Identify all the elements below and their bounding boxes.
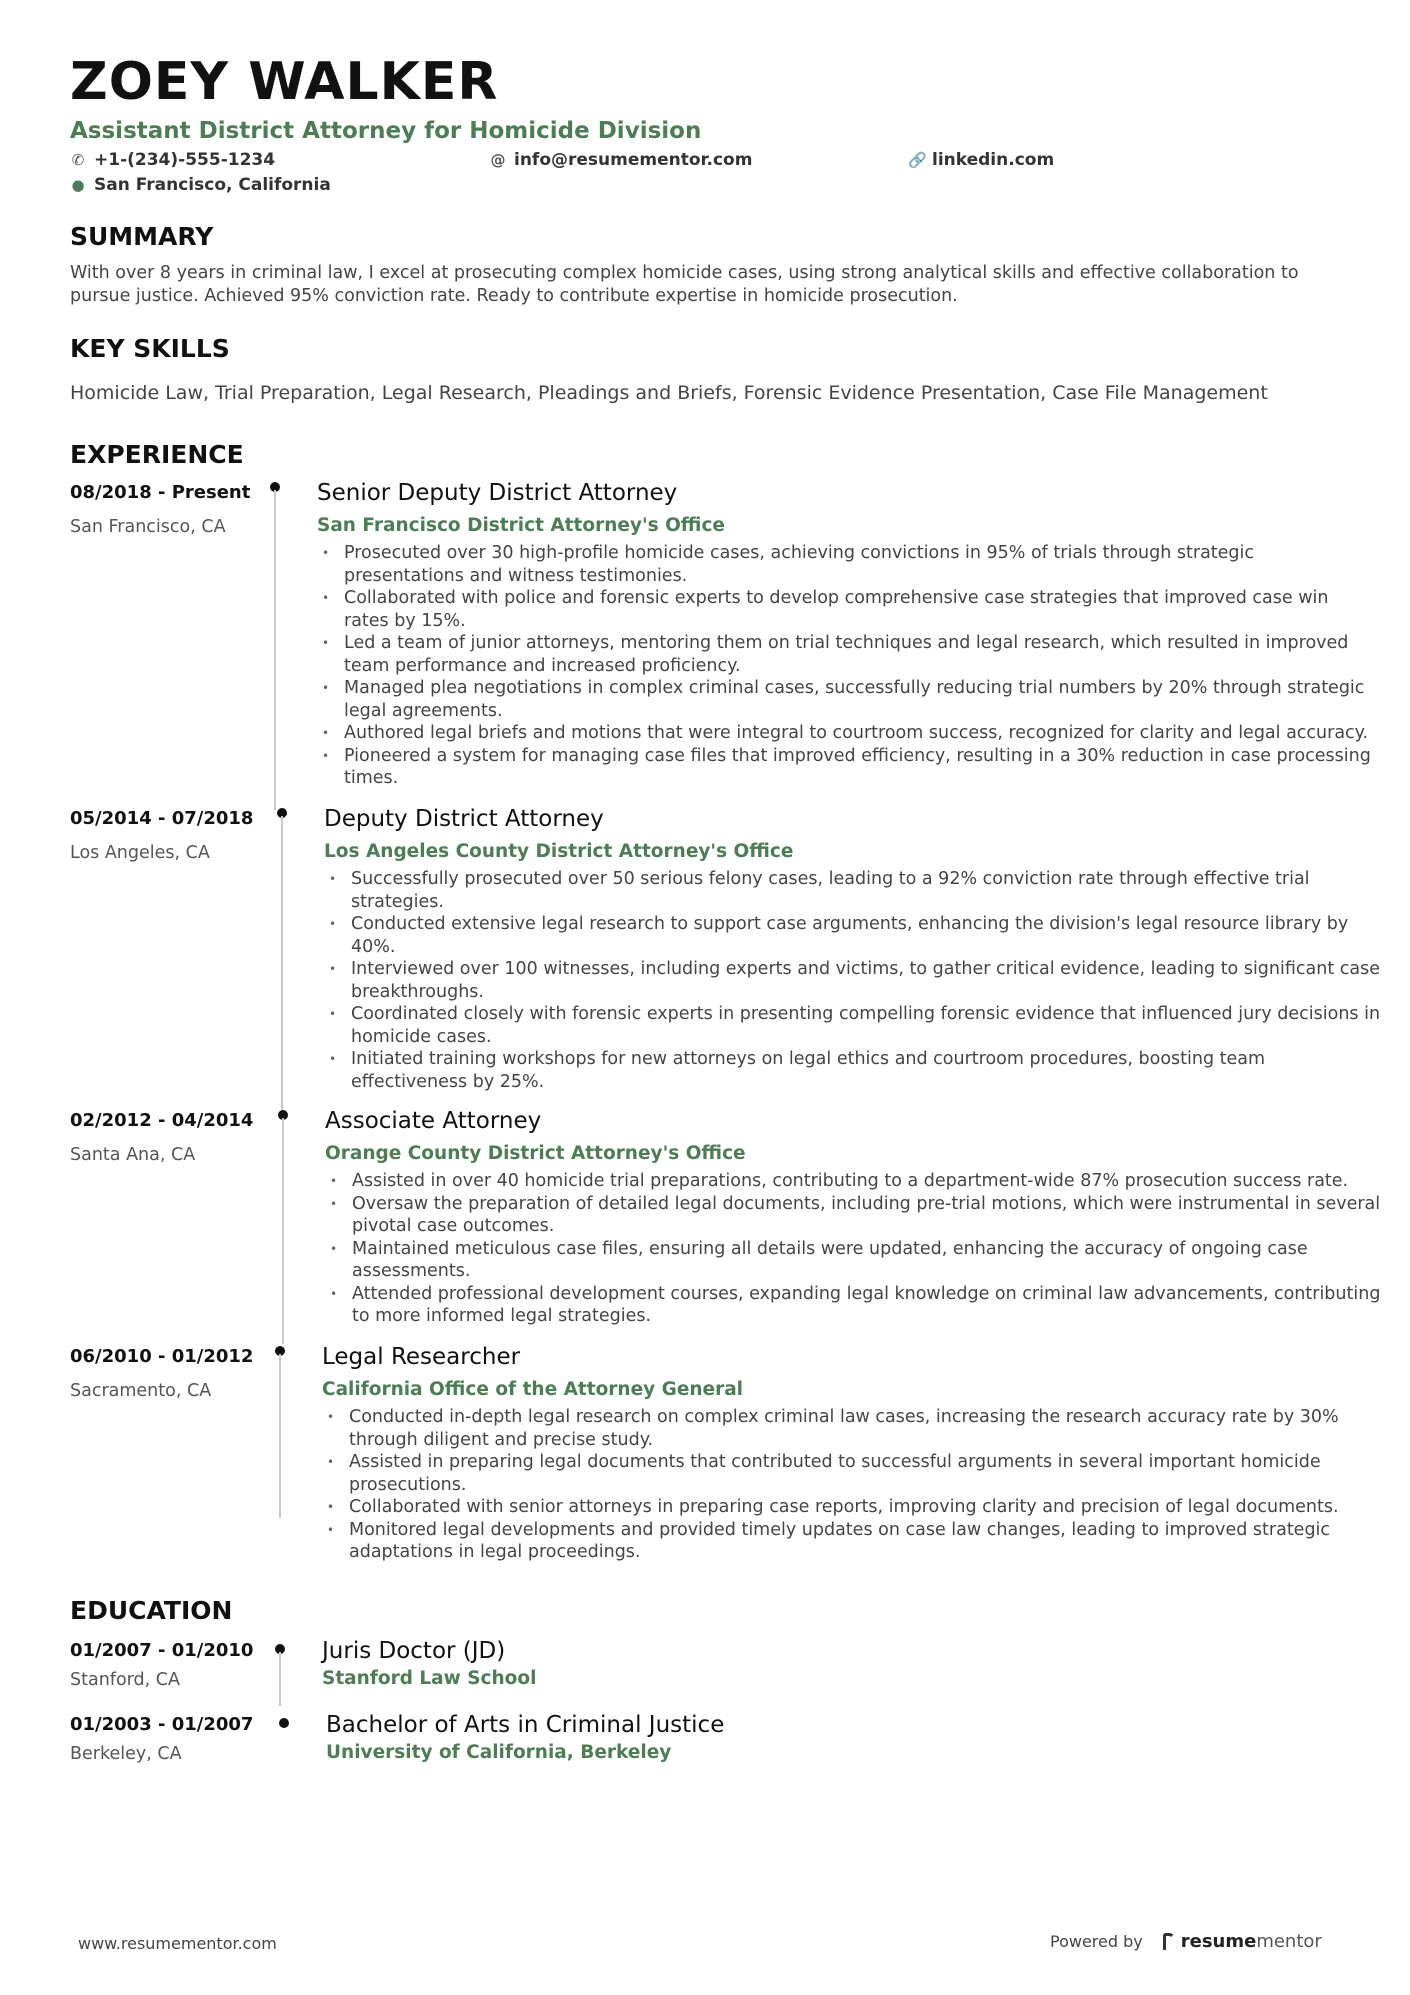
job-location: Sacramento, CA [70,1381,212,1401]
job-bullet: • Assisted in over 40 homicide trial preparations, contributing to a department-wide 87% prosecution success rate. [330,1170,1385,1193]
candidate-headline: Assistant District Attorney for Homicide Division [70,118,702,144]
pin-icon: ● [71,176,85,194]
job-location: Los Angeles, CA [70,843,210,863]
job-bullet: • Collaborated with senior attorneys in preparing case reports, improving clarity and precision of legal documents. [327,1496,1382,1519]
job-title: Deputy District Attorney [324,806,604,832]
job-bullet: • Maintained meticulous case files, ensuring all details were updated, enhancing the accuracy of ongoing case assessments. [330,1238,1385,1283]
contact-location [70,175,331,195]
job-bullet: • Oversaw the preparation of detailed legal documents, including pre-trial motions, which were instrumental in several pivotal case outcomes. [330,1193,1385,1238]
job-bullet: • Authored legal briefs and motions that were integral to courtroom success, recognized for clarity and legal accuracy. [322,722,1377,745]
job-bullet: • Conducted in-depth legal research on complex criminal law cases, increasing the research accuracy rate by 30% through diligent and precise study. [327,1406,1382,1451]
job-dates: 08/2018 - Present [70,482,251,503]
job-dates: 05/2014 - 07/2018 [70,808,254,829]
job-bullet: • Interviewed over 100 witnesses, including experts and victims, to gather critical evidence, leading to significant case breakthroughs. [329,958,1384,1003]
job-bullet: • Conducted extensive legal research to support case arguments, enhancing the division's legal resource library by 40%. [329,913,1384,958]
skills-heading: KEY SKILLS [70,334,230,363]
job-company: San Francisco District Attorney's Office [317,515,725,536]
experience-heading: EXPERIENCE [70,440,244,469]
timeline-line [274,490,276,810]
job-location: San Francisco, CA [70,517,226,537]
job-company: California Office of the Attorney General [322,1379,744,1400]
education-heading: EDUCATION [70,1596,233,1625]
education-degree: Bachelor of Arts in Criminal Justice [326,1712,725,1738]
timeline-line [279,1652,281,1706]
education-location: Stanford, CA [70,1670,180,1690]
link-icon: 🔗 [908,151,927,169]
resumementor-logo-icon [1163,1933,1177,1951]
job-location: Santa Ana, CA [70,1145,196,1165]
summary-text: With over 8 years in criminal law, I excel at prosecuting complex homicide cases, using strong analytical skills and effective collaboration to pursue justice. Achieved 95% conviction rate. Ready to contribute expertise in homicide prosecution. [70,263,1299,306]
email-text[interactable]: info@resumementor.com [514,150,753,170]
brand-logo[interactable] [1163,1931,1322,1952]
timeline-line [279,1354,281,1518]
job-bullet: • Attended professional development courses, expanding legal knowledge on criminal law advancements, contributing to more informed legal strategies. [330,1283,1385,1328]
location-text: San Francisco, California [94,175,331,195]
job-bullet: • Managed plea negotiations in complex criminal cases, successfully reducing trial numbers by 20% through strategic legal agreements. [322,677,1377,722]
education-dates: 01/2007 - 01/2010 [70,1640,254,1661]
job-bullet: • Collaborated with police and forensic experts to develop comprehensive case strategies that improved case win rates by 15%. [322,587,1377,632]
linkedin-text[interactable]: linkedin.com [932,150,1055,170]
footer-branding [1050,1931,1322,1952]
candidate-name: ZOEY WALKER [70,52,499,112]
education-school: University of California, Berkeley [326,1742,672,1763]
job-bullet: • Successfully prosecuted over 50 serious felony cases, leading to a 92% conviction rate through effective trial strategies. [329,868,1384,913]
timeline-dot [279,1718,289,1728]
timeline-line [281,816,283,1110]
job-title: Associate Attorney [325,1108,542,1134]
job-bullets [329,868,1384,1093]
education-school: Stanford Law School [322,1668,537,1689]
job-bullet: • Led a team of junior attorneys, mentoring them on trial techniques and legal research, which resulted in improved team performance and increased proficiency. [322,632,1377,677]
phone-text: +1-(234)-555-1234 [94,150,276,170]
job-bullets [322,542,1377,790]
education-location: Berkeley, CA [70,1744,182,1764]
education-degree: Juris Doctor (JD) [322,1638,506,1664]
timeline-line [282,1118,284,1344]
job-company: Orange County District Attorney's Office [325,1143,746,1164]
job-bullet: • Pioneered a system for managing case files that improved efficiency, resulting in a 30% reduction in case processing times. [322,745,1377,790]
contact-phone [70,150,275,170]
powered-by-label: Powered by [1050,1932,1143,1951]
job-bullet: • Monitored legal developments and provided timely updates on case law changes, leading to improved strategic adaptations in legal proceedings. [327,1519,1382,1564]
job-title: Legal Researcher [322,1344,521,1370]
job-dates: 02/2012 - 04/2014 [70,1110,254,1131]
contact-linkedin[interactable] [908,150,1054,170]
job-bullet: • Coordinated closely with forensic experts in presenting compelling forensic evidence that influenced jury decisions in homicide cases. [329,1003,1384,1048]
contact-email[interactable] [490,150,752,170]
skills-text: Homicide Law, Trial Preparation, Legal Research, Pleadings and Briefs, Forensic Evidence Presentation, Case File Management [70,382,1268,404]
job-title: Senior Deputy District Attorney [317,480,678,506]
job-bullets [327,1406,1382,1564]
job-company: Los Angeles County District Attorney's Office [324,841,794,862]
job-bullets [330,1170,1385,1328]
brand-name-light: mentor [1256,1931,1322,1952]
job-dates: 06/2010 - 01/2012 [70,1346,254,1367]
footer-website[interactable]: www.resumementor.com [78,1934,277,1953]
summary-heading: SUMMARY [70,222,214,251]
brand-name-bold: resume [1180,1931,1257,1952]
job-bullet: • Prosecuted over 30 high-profile homicide cases, achieving convictions in 95% of trials through strategic presentations and witness testimonies. [322,542,1377,587]
job-bullet: • Initiated training workshops for new attorneys on legal ethics and courtroom procedures, boosting team effectiveness by 25%. [329,1048,1384,1093]
at-icon: @ [490,151,506,169]
phone-icon: ✆ [71,151,85,169]
job-bullet: • Assisted in preparing legal documents that contributed to successful arguments in several important homicide prosecutions. [327,1451,1382,1496]
education-dates: 01/2003 - 01/2007 [70,1714,254,1735]
